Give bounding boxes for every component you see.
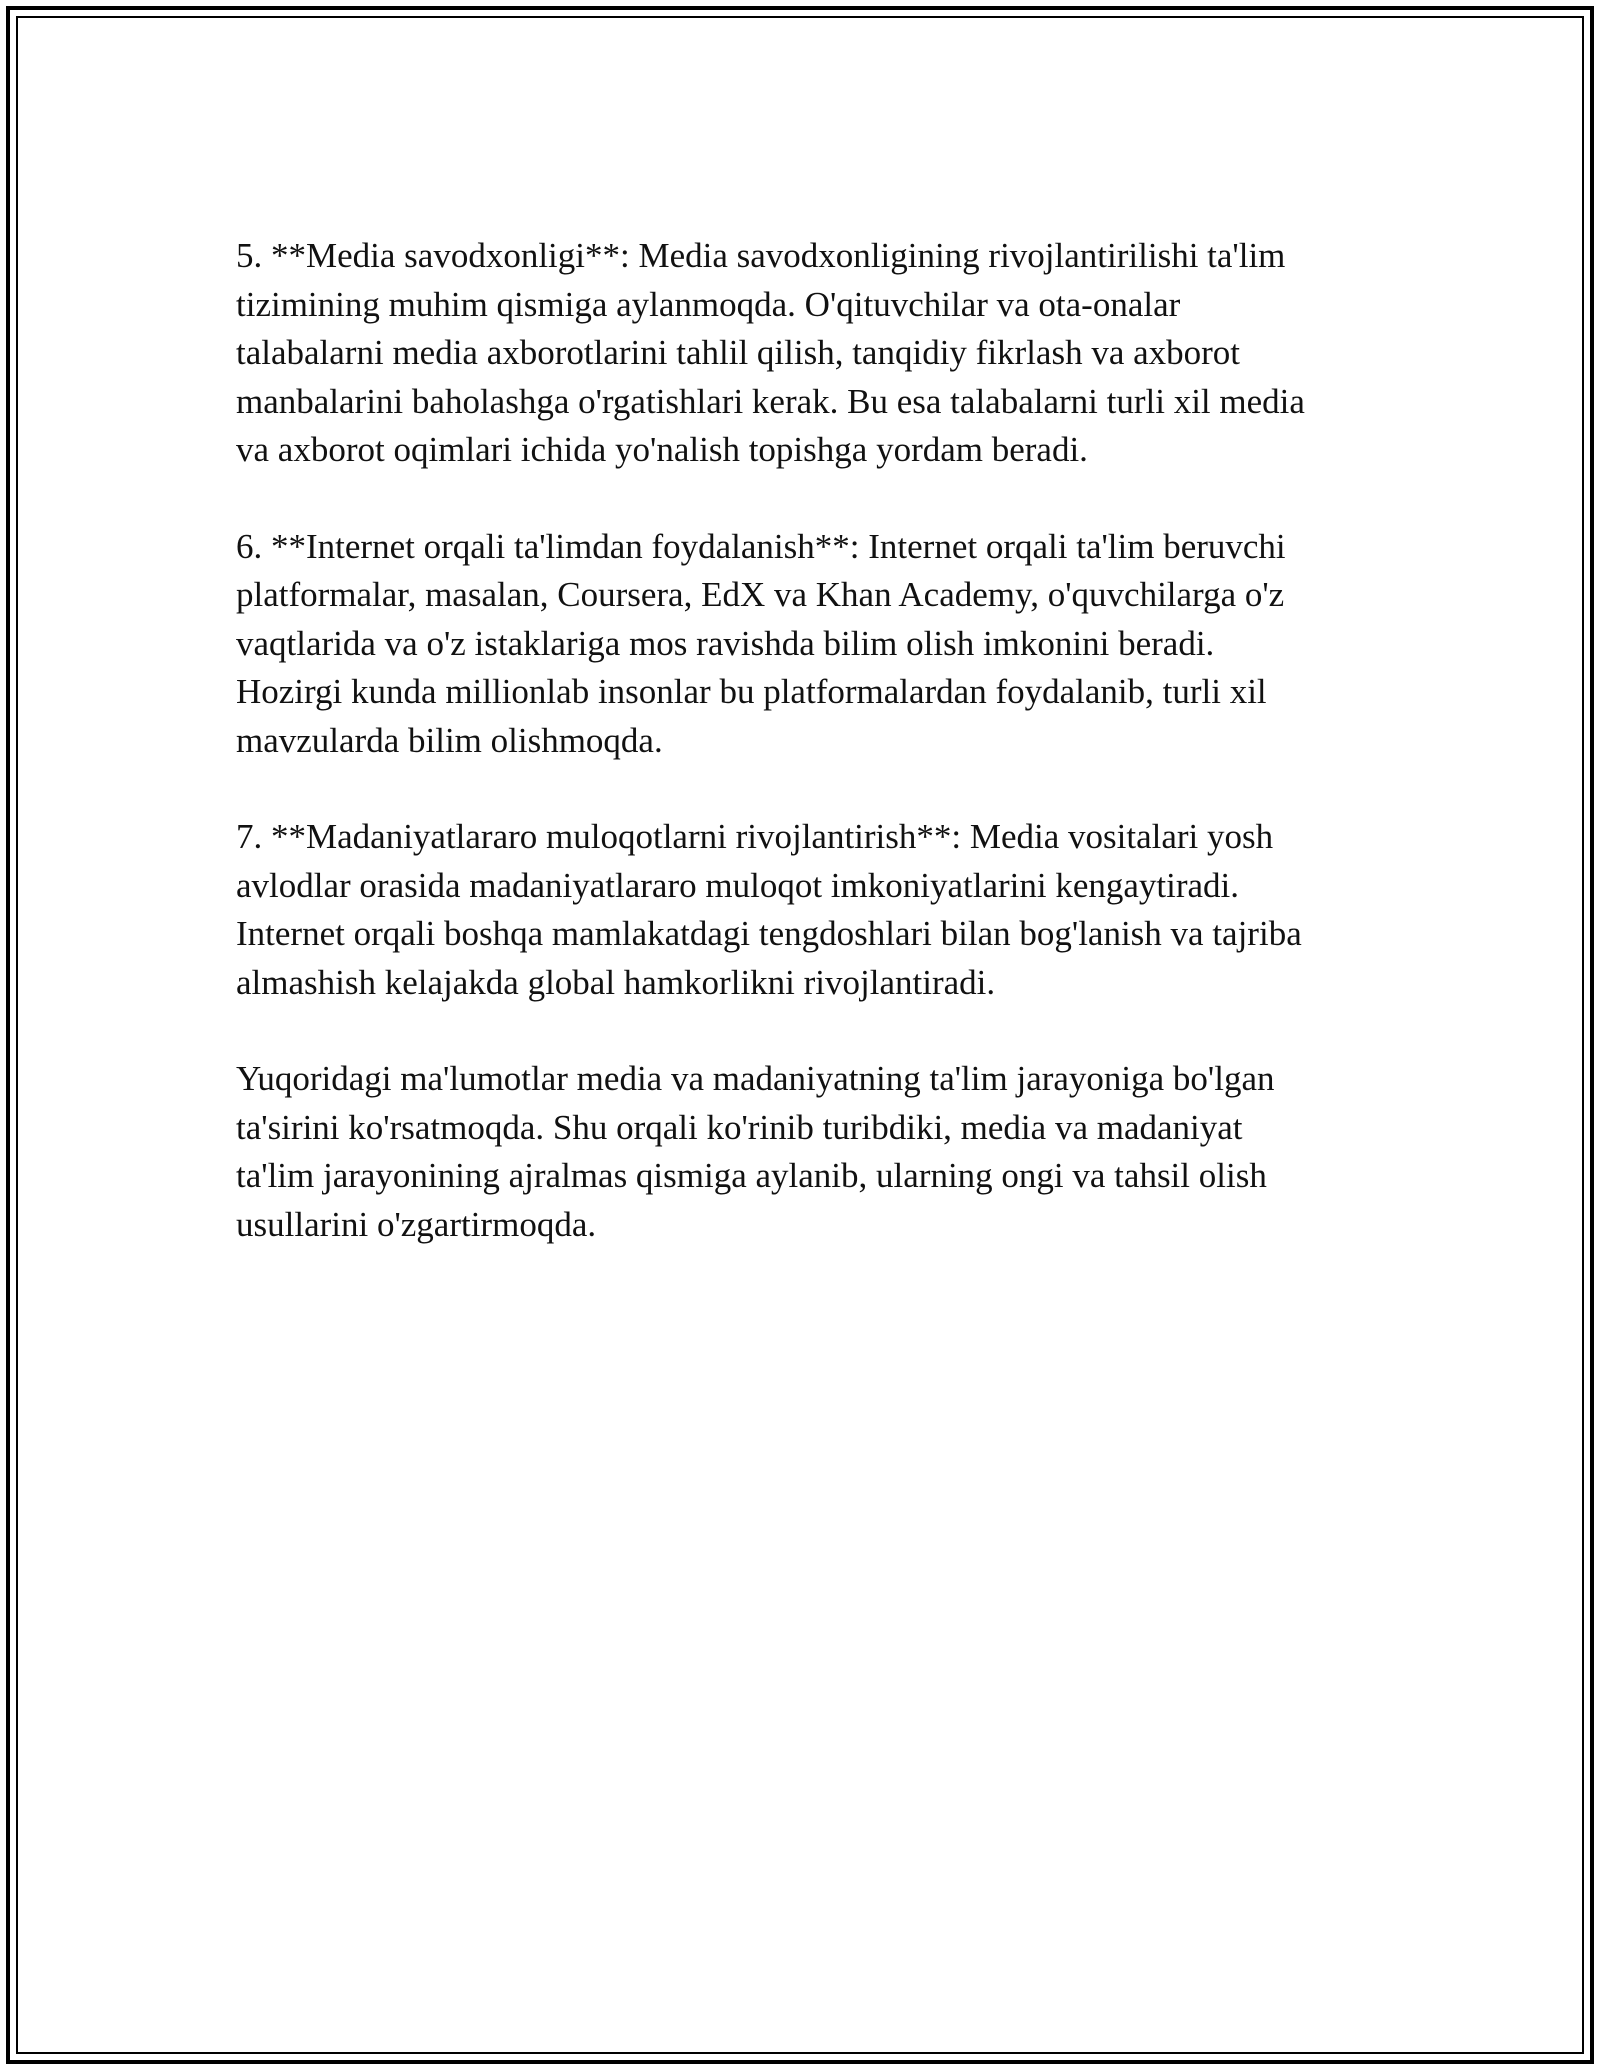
text-line: ta'sirini ko'rsatmoqda. Shu orqali ko'rinib turibdiki, media va madaniyat	[236, 1107, 1243, 1147]
text-line: platformalar, masalan, Coursera, EdX va Khan Academy, o'quvchilarga o'z	[236, 575, 1285, 614]
text-line: usullarini o'zgartirmoqda.	[236, 1204, 597, 1244]
document-body	[236, 232, 1366, 1297]
paragraph-conclusion	[236, 1055, 1366, 1249]
text-line: avlodlar orasida madaniyatlararo muloqot imkoniyatlarini kengaytiradi.	[236, 865, 1240, 905]
text-line: manbalarini baholashga o'rgatishlari kerak. Bu esa talabalarni turli xil media	[236, 381, 1305, 421]
text-line: Internet orqali boshqa mamlakatdagi tengdoshlari bilan bog'lanish va tajriba	[236, 914, 1302, 953]
text-line: Yuqoridagi ma'lumotlar media va madaniyatning ta'lim jarayoniga bo'lgan	[236, 1059, 1275, 1098]
text-line: vaqtlarida va o'z istaklariga mos ravishda bilim olish imkonini beradi.	[236, 623, 1215, 663]
text-line: Hozirgi kunda millionlab insonlar bu platformalardan foydalanib, turli xil	[236, 672, 1267, 711]
text-line: tizimining muhim qismiga aylanmoqda. O'qituvchilar va ota-onalar	[236, 284, 1181, 324]
text-line: va axborot oqimlari ichida yo'nalish topishga yordam beradi.	[236, 430, 1088, 469]
text-line: ta'lim jarayonining ajralmas qismiga aylanib, ularning ongi va tahsil olish	[236, 1156, 1267, 1195]
text-line: mavzularda bilim olishmoqda.	[236, 720, 663, 760]
text-line: 6. **Internet orqali ta'limdan foydalanish**: Internet orqali ta'lim beruvchi	[236, 526, 1286, 566]
paragraph-online-learning	[236, 523, 1366, 766]
text-line: 5. **Media savodxonligi**: Media savodxonligining rivojlantirilishi ta'lim	[236, 236, 1286, 275]
text-line: talabalarni media axborotlarini tahlil qilish, tanqidiy fikrlash va axborot	[236, 333, 1241, 372]
paragraph-media-literacy	[236, 232, 1366, 475]
paragraph-intercultural-communication	[236, 813, 1366, 1007]
text-line: 7. **Madaniyatlararo muloqotlarni rivojlantirish**: Media vositalari yosh	[236, 817, 1274, 856]
text-line: almashish kelajakda global hamkorlikni rivojlantiradi.	[236, 962, 996, 1002]
